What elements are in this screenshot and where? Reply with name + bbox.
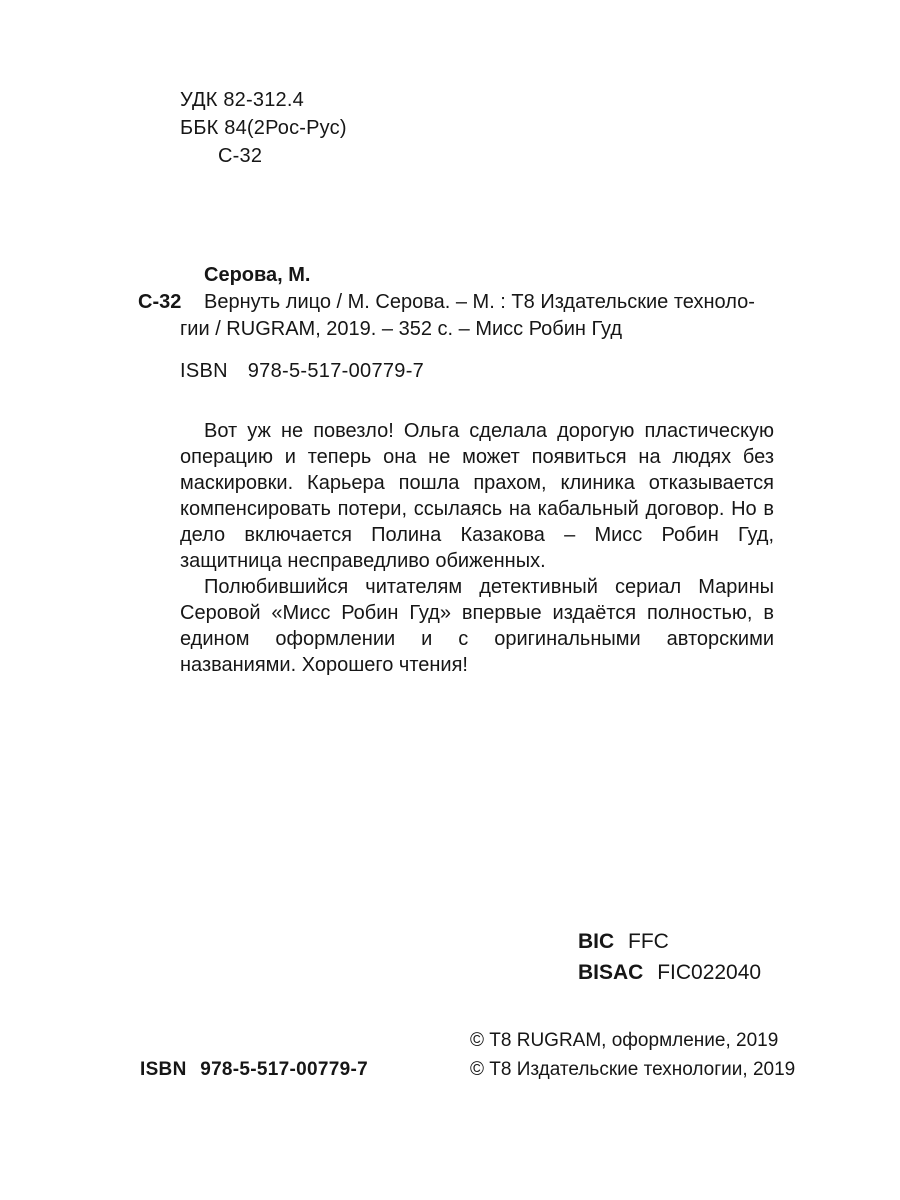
bisac-label: BISAC [578, 961, 644, 984]
annotation-paragraph-1: Вот уж не повезло! Ольга сделала дорогую пластическую операцию и теперь она не может появиться на людях без маскировки. Карьера пошла прахом, клиника отказывается компенсировать потери, ссылаясь на кабальный договор. Но в дело включается Полина Казакова – Мисс Робин Гуд, защитница несправедливо обиженных. [180, 420, 774, 572]
bic-value: FFC [628, 930, 669, 953]
bic-code-line [578, 926, 761, 957]
subject-codes-block [578, 926, 761, 988]
bib-description [180, 289, 774, 343]
classification-block [180, 86, 347, 170]
bibliographic-entry [138, 262, 774, 343]
isbn-label: ISBN [180, 360, 228, 382]
annotation-paragraph-2: Полюбившийся читателям детективный сериал Марины Серовой «Мисс Робин Гуд» впервые издаётся полностью, в едином оформлении и с оригинальными авторскими названиями. Хорошего чтения! [180, 576, 774, 676]
bib-line-2: гии / RUGRAM, 2019. – 352 с. – Мисс Робин Гуд [180, 318, 623, 340]
bisac-value: FIC022040 [657, 961, 762, 984]
isbn-top-line [180, 360, 424, 383]
annotation-block [180, 418, 774, 678]
isbn-bottom-line [140, 1059, 368, 1081]
isbn-value: 978-5-517-00779-7 [247, 360, 425, 382]
bbk-line: ББК 84(2Рос-Рус) [180, 117, 347, 139]
entry-code: С-32 [138, 291, 182, 313]
bib-line-1: Вернуть лицо / М. Серова. – М. : Т8 Издательские техноло- [204, 291, 755, 313]
author-sign-code: С-32 [218, 145, 263, 167]
isbn-bottom-label: ISBN [140, 1059, 187, 1080]
bic-label: BIC [578, 930, 615, 953]
udk-line: УДК 82-312.4 [180, 89, 304, 111]
bisac-code-line [578, 957, 761, 988]
copyright-line-1: © Т8 RUGRAM, оформление, 2019 [470, 1030, 779, 1051]
author-name: Серова, М. [204, 264, 311, 286]
copyright-line-2: © Т8 Издательские технологии, 2019 [470, 1059, 796, 1080]
bib-description-row [138, 289, 774, 343]
isbn-bottom-value: 978-5-517-00779-7 [200, 1059, 368, 1080]
